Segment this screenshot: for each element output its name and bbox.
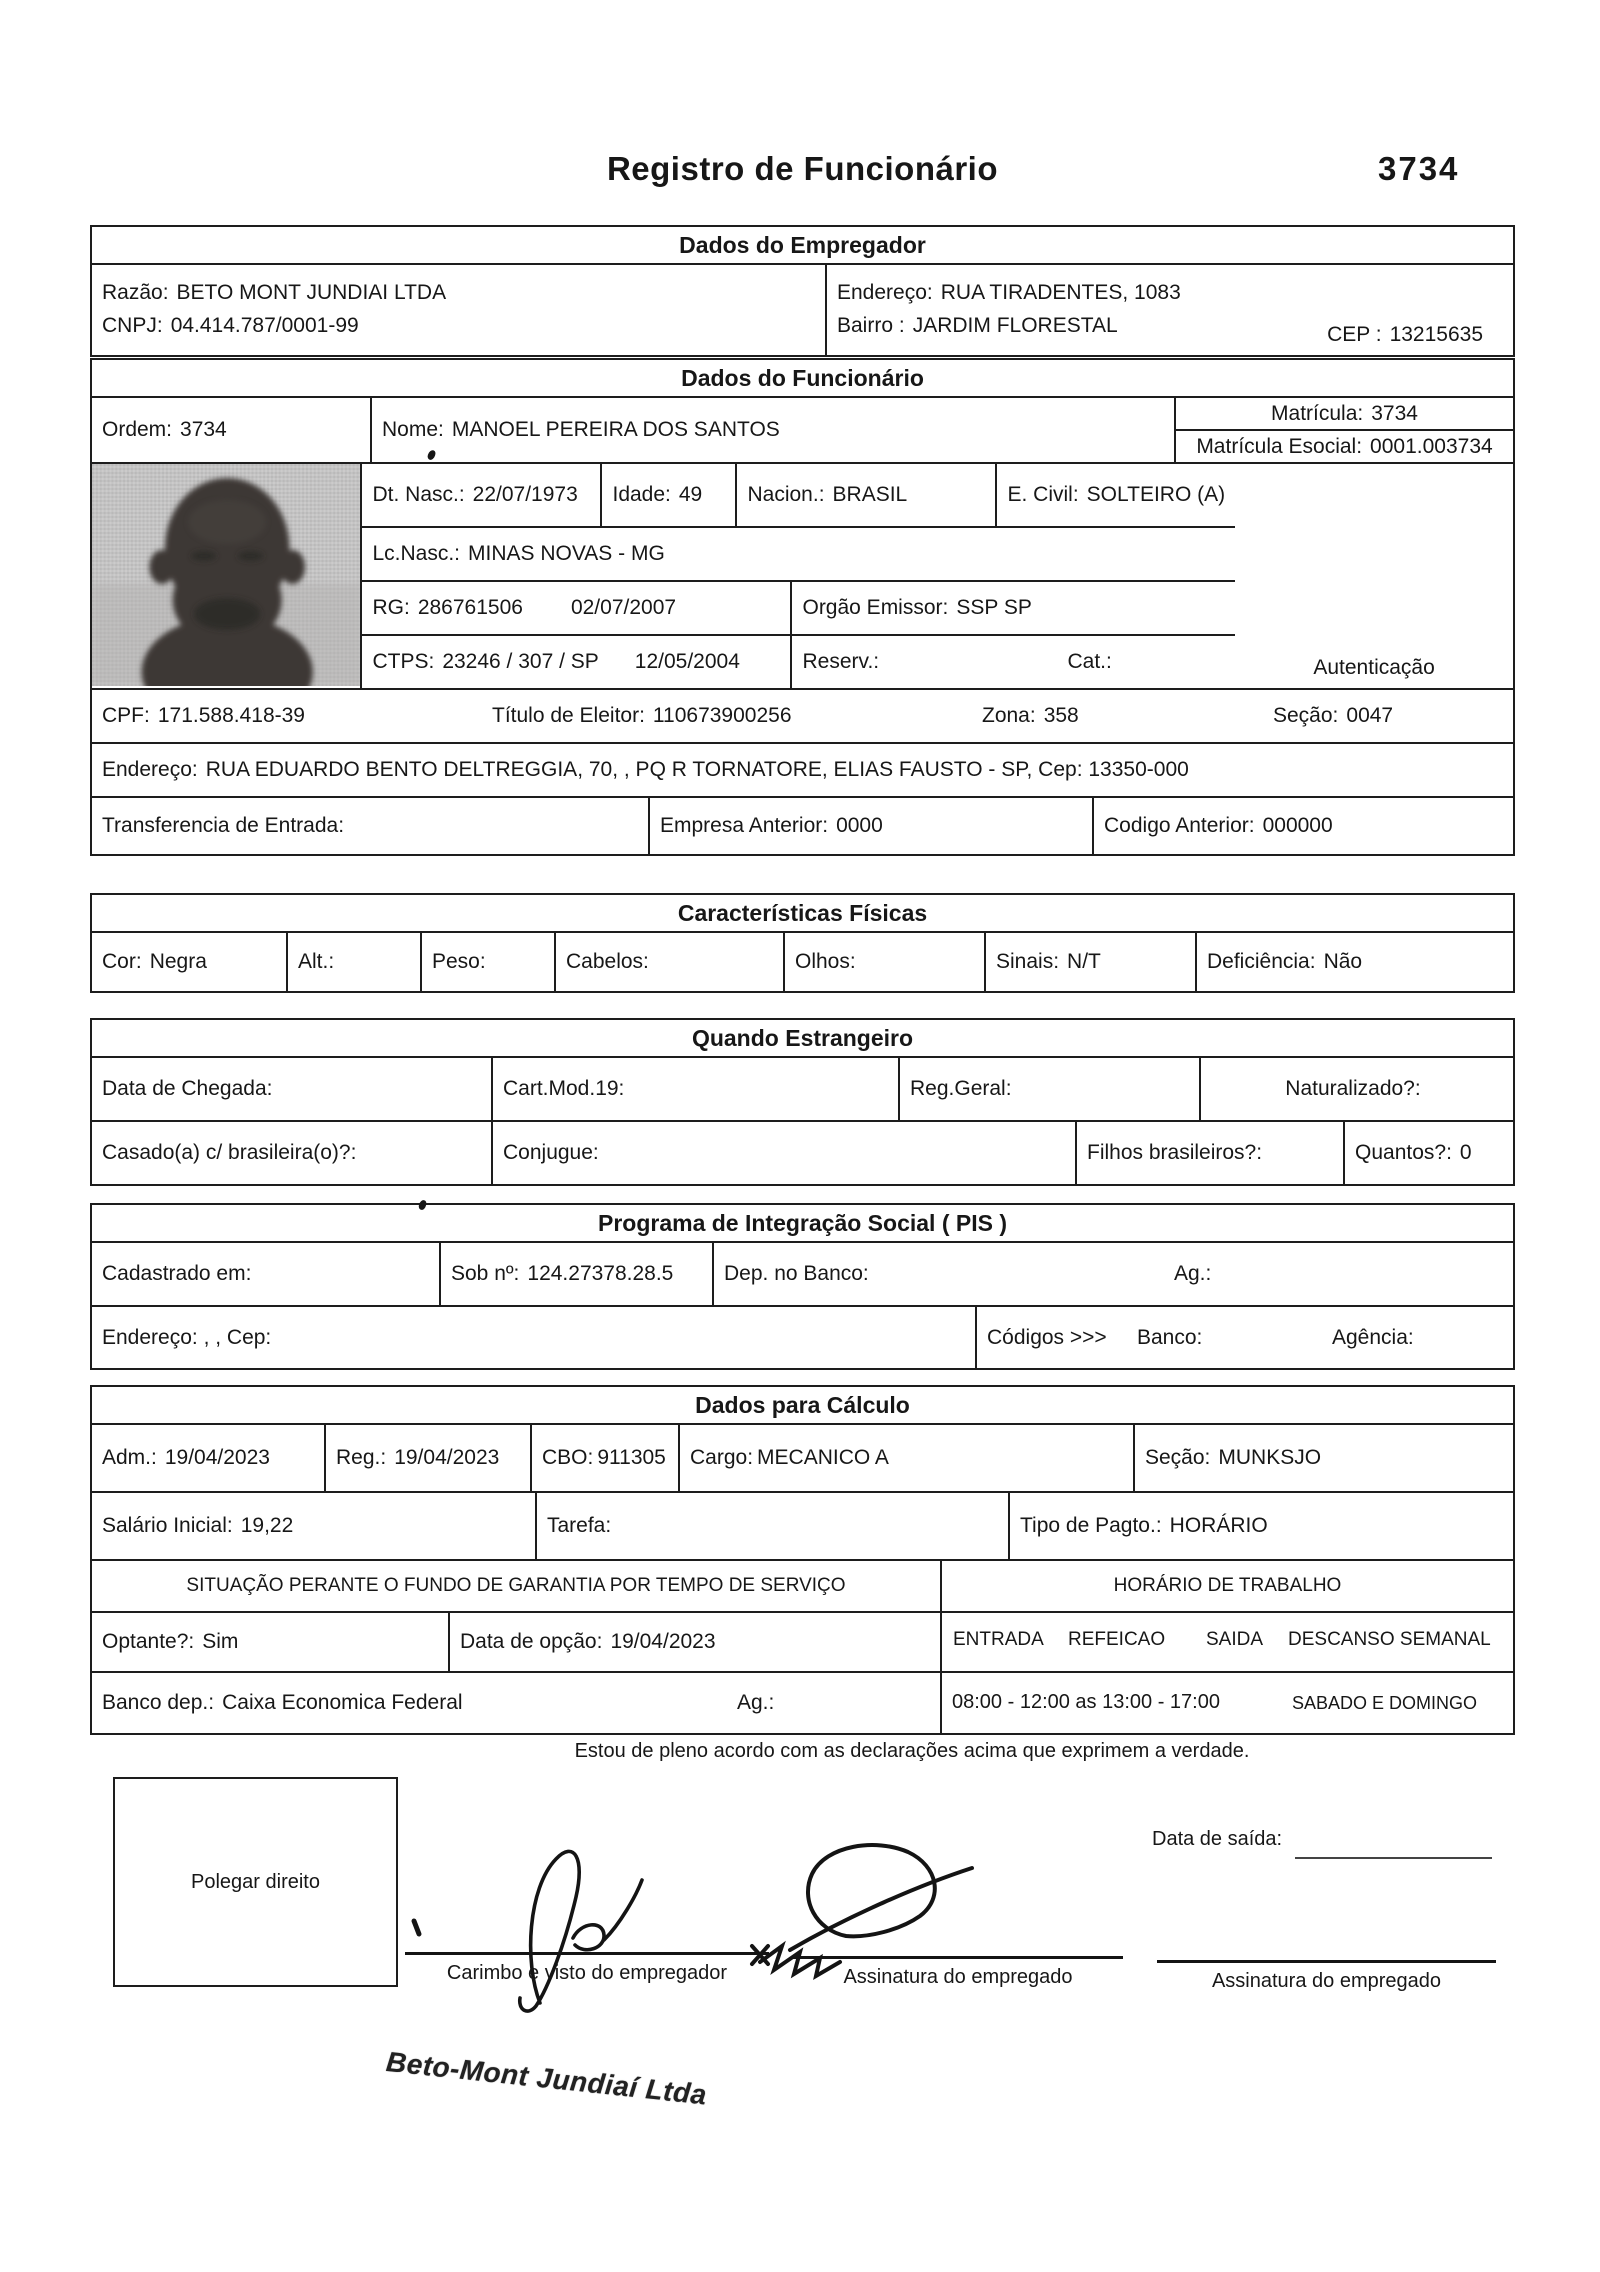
titulo-eleitor-value: 110673900256	[652, 704, 792, 727]
field-conjugue	[493, 1122, 1077, 1184]
cabelos-label: Cabelos:	[566, 950, 649, 973]
adm-label: Adm.:	[102, 1446, 157, 1469]
peso-label: Peso:	[432, 950, 486, 973]
ordem-value: 3734	[180, 418, 227, 441]
data-saida-label: Data de saída:	[1152, 1828, 1283, 1850]
field-orgao-emissor	[792, 582, 1235, 634]
cnpj-value: 04.414.787/0001-99	[170, 314, 359, 337]
field-alt	[288, 933, 422, 991]
tipo-pagto-value: HORÁRIO	[1169, 1514, 1268, 1537]
calculo-ag-label: Ag.:	[737, 1691, 775, 1714]
sob-no-label: Sob nº:	[451, 1262, 520, 1285]
polegar-direito-box	[113, 1777, 398, 1987]
cbo-value: 911305	[597, 1446, 666, 1469]
horario-valor: 08:00 - 12:00 as 13:00 - 17:00	[952, 1691, 1220, 1713]
field-naturalizado	[1201, 1058, 1513, 1120]
sob-no-value: 124.27378.28.5	[527, 1262, 674, 1285]
dt-nasc-value: 22/07/1973	[472, 483, 578, 506]
field-codigo-anterior	[1094, 798, 1513, 854]
quantos-label: Quantos?:	[1355, 1141, 1452, 1164]
field-cep	[1327, 323, 1483, 347]
optante-value: Sim	[202, 1630, 239, 1653]
field-e-civil	[997, 464, 1235, 526]
matricula-esocial-value: 0001.003734	[1370, 434, 1493, 458]
section-title-empregador: Dados do Empregador	[92, 227, 1513, 265]
conjugue-label: Conjugue:	[503, 1141, 599, 1164]
field-empresa-anterior	[650, 798, 1094, 854]
deficiencia-label: Deficiência:	[1207, 950, 1316, 973]
field-secao-trabalho	[1135, 1425, 1513, 1491]
field-filhos-brasileiros	[1077, 1122, 1345, 1184]
header-entrada: ENTRADA	[953, 1629, 1044, 1650]
olhos-label: Olhos:	[795, 950, 856, 973]
field-cabelos	[556, 933, 785, 991]
employee-photo-cell	[92, 464, 362, 688]
data-chegada-label: Data de Chegada:	[102, 1077, 273, 1100]
document-number: 3734	[1378, 150, 1460, 187]
e-civil-label: E. Civil:	[1007, 483, 1079, 506]
fgts-title-text: SITUAÇÃO PERANTE O FUNDO DE GARANTIA POR TEMPO DE SERVIÇO	[186, 1575, 846, 1596]
field-sinais	[986, 933, 1197, 991]
field-ordem	[92, 398, 372, 462]
cargo-value: MECANICO A	[757, 1446, 889, 1469]
banco-dep-value: Caixa Economica Federal	[222, 1691, 463, 1714]
cbo-label: CBO:	[542, 1446, 594, 1469]
nome-label: Nome:	[382, 418, 444, 441]
field-adm	[92, 1425, 326, 1491]
nacion-value: BRASIL	[832, 483, 908, 506]
field-codigos-banco-agencia	[977, 1307, 1513, 1368]
field-matricula	[1176, 398, 1513, 431]
field-nome	[372, 398, 1176, 462]
field-cbo	[532, 1425, 680, 1491]
field-dep-banco	[714, 1243, 1513, 1305]
polegar-direito-label: Polegar direito	[191, 1870, 320, 1893]
tarefa-label: Tarefa:	[547, 1514, 612, 1537]
matricula-value: 3734	[1371, 401, 1418, 425]
cargo-label: Cargo:	[690, 1446, 754, 1469]
empresa-anterior-value: 0000	[836, 814, 883, 837]
section-pis	[90, 1203, 1515, 1370]
field-data-opcao	[450, 1613, 942, 1671]
declaracao-text: Estou de pleno acordo com as declarações acima que exprimem a verdade.	[574, 1740, 1250, 1762]
field-olhos	[785, 933, 986, 991]
section-caracteristicas	[90, 893, 1515, 993]
endereco-value: RUA TIRADENTES, 1083	[940, 281, 1181, 305]
autenticacao-label: Autenticação	[1313, 656, 1435, 679]
field-banco-dep	[92, 1673, 942, 1733]
idade-value: 49	[678, 483, 703, 506]
horario-section-title	[942, 1561, 1513, 1611]
tipo-pagto-label: Tipo de Pagto.:	[1020, 1514, 1162, 1537]
assinatura-empregado-label-2: Assinatura do empregado	[1211, 1970, 1442, 1992]
field-titulo-eleitor	[492, 704, 792, 728]
carimbo-line	[405, 1952, 769, 1955]
codigo-anterior-value: 000000	[1262, 814, 1333, 837]
secao-label: Seção:	[1273, 704, 1339, 727]
reg-geral-label: Reg.Geral:	[910, 1077, 1012, 1100]
banco-dep-label: Banco dep.:	[102, 1691, 215, 1714]
matricula-esocial-label: Matrícula Esocial:	[1196, 434, 1363, 458]
ordem-label: Ordem:	[102, 418, 173, 441]
field-peso	[422, 933, 556, 991]
naturalizado-label: Naturalizado?:	[1285, 1077, 1421, 1100]
endereco-funcionario-label: Endereço:	[102, 758, 198, 781]
field-matricula-group	[1176, 398, 1513, 462]
endereco-label: Endereço:	[837, 281, 933, 305]
titulo-eleitor-label: Título de Eleitor:	[492, 704, 645, 727]
field-casado-brasileira	[92, 1122, 493, 1184]
field-dt-nasc	[362, 464, 602, 526]
nacion-label: Nacion.:	[747, 483, 825, 506]
cor-value: Negra	[149, 950, 207, 973]
salario-value: 19,22	[240, 1514, 294, 1537]
field-cnpj	[102, 310, 359, 343]
field-pis-endereco	[92, 1307, 977, 1368]
data-opcao-label: Data de opção:	[460, 1630, 603, 1653]
field-cadastrado-em	[92, 1243, 441, 1305]
matricula-label: Matrícula:	[1271, 401, 1364, 425]
field-matricula-esocial	[1176, 431, 1513, 462]
field-idade	[602, 464, 737, 526]
empresa-anterior-label: Empresa Anterior:	[660, 814, 829, 837]
orgao-emissor-label: Orgão Emissor:	[802, 596, 949, 619]
pis-endereco-label: Endereço: , , Cep:	[102, 1325, 272, 1349]
cart-mod-label: Cart.Mod.19:	[503, 1077, 625, 1100]
field-sob-no	[441, 1243, 714, 1305]
descanso-valor: SABADO E DOMINGO	[1292, 1693, 1478, 1713]
field-data-chegada	[92, 1058, 493, 1120]
carimbo-visto-label: Carimbo e visto do empregador	[446, 1962, 728, 1984]
filhos-label: Filhos brasileiros?:	[1087, 1141, 1263, 1164]
field-cargo	[680, 1425, 1135, 1491]
assinatura-line-1	[793, 1956, 1123, 1959]
agencia-label: Agência:	[1332, 1325, 1414, 1349]
bairro-value: JARDIM FLORESTAL	[912, 314, 1118, 337]
field-data-saida	[1152, 1828, 1282, 1851]
fgts-section-title	[92, 1561, 942, 1611]
razao-label: Razão:	[102, 281, 169, 305]
zona-label: Zona:	[982, 704, 1036, 727]
row-cpf	[92, 688, 1513, 742]
secao-trabalho-value: MUNKSJO	[1218, 1446, 1322, 1469]
rg-date: 02/07/2007	[570, 596, 677, 619]
optante-label: Optante?:	[102, 1630, 195, 1653]
horario-header-row	[942, 1613, 1513, 1671]
field-bairro	[837, 310, 1118, 343]
section-estrangeiro	[90, 1018, 1515, 1186]
field-tarefa	[537, 1493, 1010, 1559]
sinais-value: N/T	[1067, 950, 1101, 973]
reg-label: Reg.:	[336, 1446, 387, 1469]
section-title-calculo: Dados para Cálculo	[92, 1387, 1513, 1425]
horario-values-row	[942, 1673, 1513, 1733]
transferencia-label: Transferencia de Entrada:	[102, 814, 345, 837]
header-refeicao: REFEICAO	[1068, 1629, 1166, 1650]
section-title-funcionario: Dados do Funcionário	[92, 360, 1513, 398]
field-optante	[92, 1613, 450, 1671]
rg-value: 286761506	[417, 596, 523, 619]
endereco-funcionario-value: RUA EDUARDO BENTO DELTREGGIA, 70, , PQ R TORNATORE, ELIAS FAUSTO - SP, Cep: 13350-000	[205, 758, 1189, 781]
section-title-estrangeiro: Quando Estrangeiro	[92, 1020, 1513, 1058]
field-secao-eleitoral	[1273, 704, 1393, 728]
header-saida: SAIDA	[1206, 1629, 1264, 1650]
cpf-label: CPF:	[102, 704, 150, 727]
orgao-emissor-value: SSP SP	[956, 596, 1032, 619]
assinatura-empregado-label-1: Assinatura do empregado	[843, 1966, 1073, 1988]
field-ctps	[362, 636, 792, 688]
dep-banco-label: Dep. no Banco:	[724, 1262, 869, 1285]
reserv-label: Reserv.:	[802, 650, 880, 673]
field-reg-geral	[900, 1058, 1201, 1120]
sinais-label: Sinais:	[996, 950, 1060, 973]
field-deficiencia	[1197, 933, 1513, 991]
data-saida-line	[1295, 1857, 1492, 1859]
field-rg	[362, 582, 792, 634]
header-descanso-semanal: DESCANSO SEMANAL	[1288, 1629, 1491, 1650]
assinatura-line-2	[1157, 1960, 1496, 1963]
razao-value: BETO MONT JUNDIAI LTDA	[176, 281, 447, 305]
field-cor	[92, 933, 288, 991]
company-stamp: Beto-Mont Jundiaí Ltda	[384, 2046, 709, 2111]
salario-label: Salário Inicial:	[102, 1514, 233, 1537]
cep-value: 13215635	[1389, 323, 1483, 346]
section-title-pis: Programa de Integração Social ( PIS )	[92, 1205, 1513, 1243]
lc-nasc-label: Lc.Nasc.:	[372, 542, 461, 565]
field-nacion	[737, 464, 997, 526]
funcionario-detail-rows	[362, 464, 1235, 688]
deficiencia-value: Não	[1323, 950, 1363, 973]
section-dados-empregador	[90, 225, 1515, 357]
bairro-label: Bairro :	[837, 314, 905, 337]
field-lc-nasc	[362, 528, 1235, 580]
nome-value: MANOEL PEREIRA DOS SANTOS	[451, 418, 780, 441]
ctps-label: CTPS:	[372, 650, 435, 673]
ctps-value: 23246 / 307 / SP	[442, 650, 599, 673]
field-transferencia	[92, 798, 650, 854]
codigos-label: Códigos >>>	[987, 1325, 1107, 1349]
empregador-right-cell	[827, 265, 1513, 355]
field-quantos	[1345, 1122, 1513, 1184]
lc-nasc-value: MINAS NOVAS - MG	[468, 542, 665, 565]
pis-ag-label: Ag.:	[1174, 1262, 1212, 1285]
field-endereco-funcionario	[92, 744, 1513, 796]
field-reserv-cat	[792, 636, 1235, 688]
cadastrado-label: Cadastrado em:	[102, 1262, 252, 1285]
banco-label: Banco:	[1137, 1325, 1203, 1349]
idade-label: Idade:	[612, 483, 671, 506]
field-cpf	[102, 704, 305, 728]
quantos-value: 0	[1459, 1141, 1472, 1164]
secao-value: 0047	[1346, 704, 1394, 727]
alt-label: Alt.:	[298, 950, 335, 973]
casado-label: Casado(a) c/ brasileira(o)?:	[102, 1141, 357, 1164]
field-tipo-pagto	[1010, 1493, 1513, 1559]
autenticacao-cell	[1235, 464, 1513, 688]
cpf-value: 171.588.418-39	[157, 704, 305, 727]
field-zona	[982, 704, 1079, 728]
data-opcao-value: 19/04/2023	[610, 1630, 716, 1653]
secao-trabalho-label: Seção:	[1145, 1446, 1211, 1469]
field-endereco-empregador	[837, 277, 1181, 310]
cep-label: CEP :	[1327, 323, 1382, 346]
cnpj-label: CNPJ:	[102, 314, 163, 337]
employee-photo	[92, 464, 360, 686]
adm-value: 19/04/2023	[164, 1446, 270, 1469]
horario-title-text: HORÁRIO DE TRABALHO	[1113, 1575, 1342, 1596]
dt-nasc-label: Dt. Nasc.:	[372, 483, 465, 506]
page-title: Registro de Funcionário	[606, 150, 999, 187]
field-cart-mod	[493, 1058, 900, 1120]
e-civil-value: SOLTEIRO (A)	[1086, 483, 1226, 506]
section-calculo	[90, 1385, 1515, 1735]
codigo-anterior-label: Codigo Anterior:	[1104, 814, 1255, 837]
employer-signature-icon	[414, 1851, 642, 2011]
cat-label: Cat.:	[1067, 650, 1112, 673]
cor-label: Cor:	[102, 950, 142, 973]
field-salario-inicial	[92, 1493, 537, 1559]
rg-label: RG:	[372, 596, 410, 619]
field-reg	[326, 1425, 532, 1491]
field-razao	[102, 277, 446, 310]
zona-value: 358	[1043, 704, 1079, 727]
empregador-left-cell	[92, 265, 827, 355]
section-title-caracteristicas: Características Físicas	[92, 895, 1513, 933]
ctps-date: 12/05/2004	[634, 650, 740, 673]
reg-value: 19/04/2023	[394, 1446, 500, 1469]
section-dados-funcionario	[90, 358, 1515, 856]
